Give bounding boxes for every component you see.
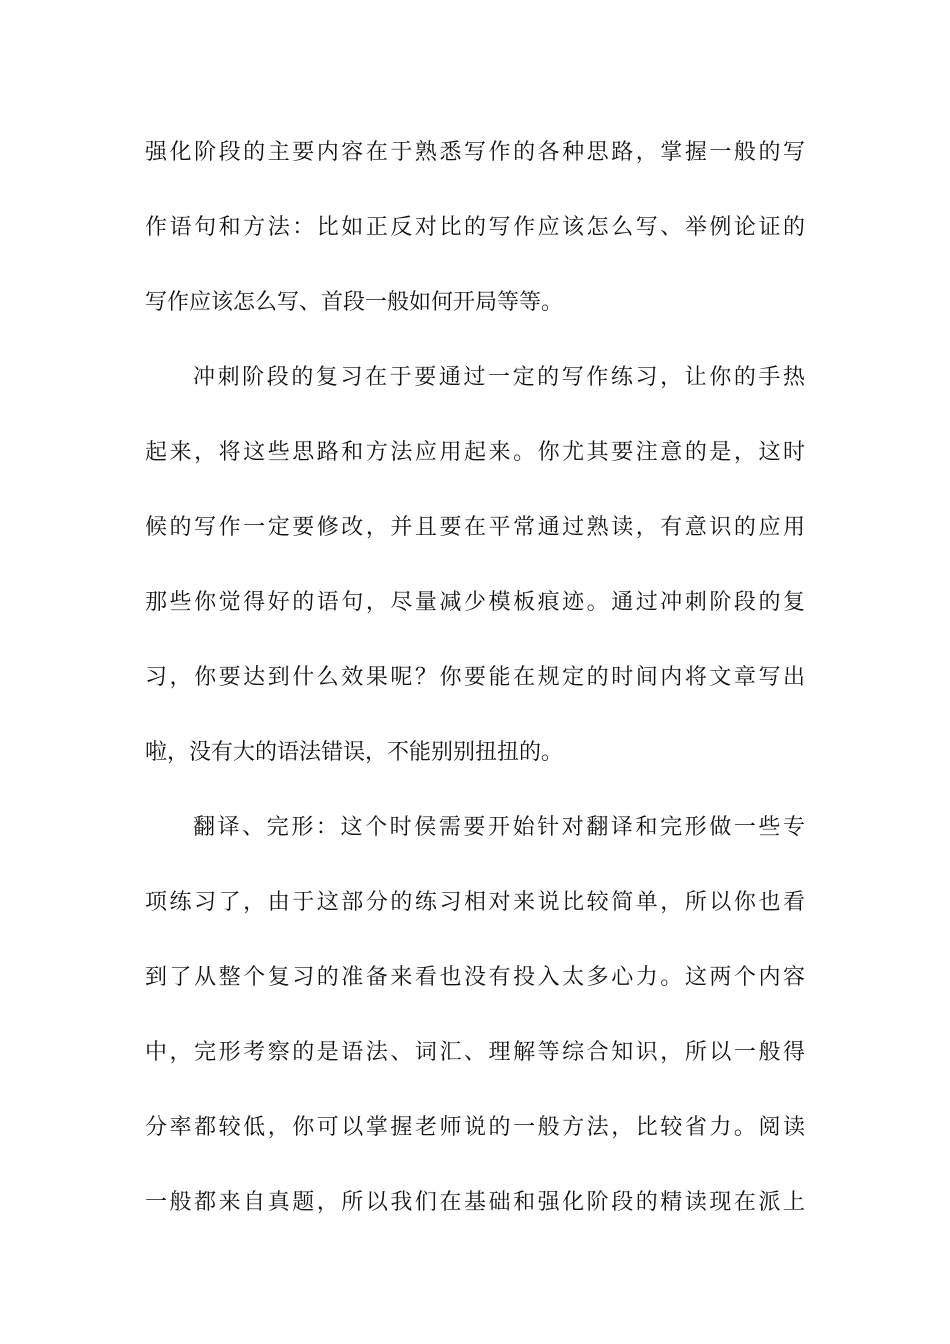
- paragraph-3-line-2: 项练习了，由于这部分的练习相对来说比较简单，所以你也看: [145, 890, 805, 915]
- paragraph-1-line-2: 作语句和方法：比如正反对比的写作应该怎么写、举例论证的: [145, 215, 805, 240]
- paragraph-2-line-6: 啦，没有大的语法错误，不能别别扭扭的。: [145, 740, 564, 765]
- document-body: [145, 130, 805, 1255]
- paragraph-3-line-4: 中，完形考察的是语法、词汇、理解等综合知识，所以一般得: [145, 1040, 805, 1065]
- paragraph-3-line-3: 到了从整个复习的准备来看也没有投入太多心力。这两个内容: [145, 965, 805, 990]
- paragraph-2-line-5: 习，你要达到什么效果呢？你要能在规定的时间内将文章写出: [145, 665, 805, 690]
- paragraph-3-line-1: 翻译、完形：这个时侯需要开始针对翻译和完形做一些专: [193, 815, 805, 840]
- paragraph-2-line-2: 起来，将这些思路和方法应用起来。你尤其要注意的是，这时: [145, 440, 805, 465]
- paragraph-2-line-3: 候的写作一定要修改，并且要在平常通过熟读，有意识的应用: [145, 515, 805, 540]
- paragraph-2-line-1: 冲刺阶段的复习在于要通过一定的写作练习，让你的手热: [193, 365, 805, 390]
- paragraph-1-line-1: 强化阶段的主要内容在于熟悉写作的各种思路，掌握一般的写: [145, 140, 805, 165]
- paragraph-3-line-5: 分率都较低，你可以掌握老师说的一般方法，比较省力。阅读: [145, 1115, 805, 1140]
- paragraph-2-line-4: 那些你觉得好的语句，尽量减少模板痕迹。通过冲刺阶段的复: [145, 590, 805, 615]
- paragraph-1-line-3: 写作应该怎么写、首段一般如何开局等等。: [145, 290, 564, 315]
- paragraph-3-line-6: 一般都来自真题，所以我们在基础和强化阶段的精读现在派上: [145, 1190, 805, 1215]
